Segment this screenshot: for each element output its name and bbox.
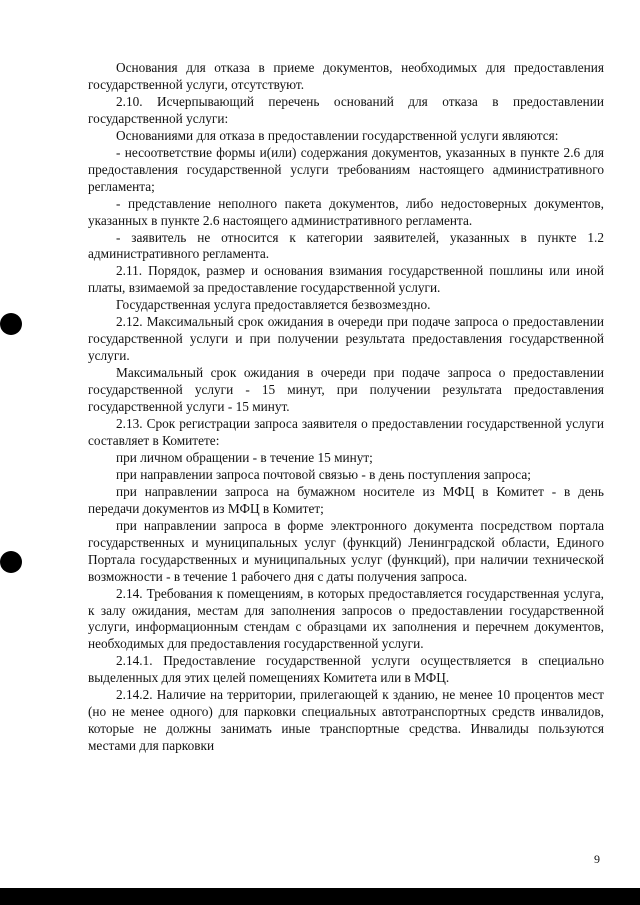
paragraph-free-of-charge: Государственная услуга предоставляется безвозмездно. xyxy=(116,297,431,313)
list-item-incomplete-docs: - представление неполного пакета документов, либо недостоверных документов, указанных в пункте 2.6 настоящего административного регламента. xyxy=(88,195,604,228)
paragraph-refusal-none: Основания для отказа в приеме документов, необходимых для предоставления государственной услуги, отсутствуют. xyxy=(88,60,604,92)
paragraph-refusal-grounds: Основаниями для отказа в предоставлении государственной услуги являются: xyxy=(116,127,559,143)
list-item-mfc-paper: при направлении запроса на бумажном носителе из МФЦ в Комитет - в день передачи документов из МФЦ в Комитет; xyxy=(88,483,604,516)
punch-hole xyxy=(0,551,22,573)
paragraph-2-13: 2.13. Срок регистрации запроса заявителя о предоставлении государственной услуги составляет в Комитете: xyxy=(88,416,604,448)
paragraph-queue-time: Максимальный срок ожидания в очереди при подаче запроса о предоставлении государственной услуги - 15 минут, при получении результата предоставления государственной услуги - 15 минут. xyxy=(88,365,604,415)
paragraph-2-14-1: 2.14.1. Предоставление государственной услуги осуществляется в специально выделенных для этих целей помещениях Комитета или в МФЦ. xyxy=(88,653,604,686)
paragraph-2-14: 2.14. Требования к помещениям, в которых предоставляется государственная услуга, к залу ожидания, местам для заполнения запросов о предоставлении государственной услуги, информационным стендам с образцами их заполнения и перечнем документов, необходимых для предоставления государственной услуги. xyxy=(88,585,604,652)
paragraph-2-10: 2.10. Исчерпывающий перечень оснований для отказа в предоставлении государственной услуги: xyxy=(88,93,604,126)
paragraph-2-11: 2.11. Порядок, размер и основания взимания государственной пошлины или иной платы, взимаемой за предоставление государственной услуги. xyxy=(88,263,604,296)
list-item-personal-visit: при личном обращении - в течение 15 минут; xyxy=(116,449,373,465)
scan-edge-bar xyxy=(0,888,640,905)
body-text xyxy=(88,60,604,755)
paragraph-2-14-2: 2.14.2. Наличие на территории, прилегающей к зданию, не менее 10 процентов мест (но не менее одного) для парковки специальных автотранспортных средств инвалидов, которые не должны занимать иные транспортные средства. Инвалиды пользуются местами для парковки xyxy=(88,687,604,754)
punch-hole xyxy=(0,313,22,335)
page-number: 9 xyxy=(594,852,600,866)
list-item-postal: при направлении запроса почтовой связью - в день поступления запроса; xyxy=(116,466,531,482)
list-item-electronic: при направлении запроса в форме электронного документа посредством портала государственных и муниципальных услуг (функций) Ленинградской области, Единого Портала государственных и муниципальных услуг (функций), при наличии технической возможности - в течение 1 рабочего дня с даты получения запроса. xyxy=(88,517,604,584)
list-item-form-mismatch: - несоответствие формы и(или) содержания документов, указанных в пункте 2.6 для предоставления государственной услуги требованиям настоящего административного регламента; xyxy=(88,144,604,194)
paragraph-2-12: 2.12. Максимальный срок ожидания в очереди при подаче запроса о предоставлении государственной услуги и при получении результата предоставления государственной услуги. xyxy=(88,314,604,364)
list-item-applicant-category: - заявитель не относится к категории заявителей, указанных в пункте 1.2 административного регламента. xyxy=(88,229,604,262)
